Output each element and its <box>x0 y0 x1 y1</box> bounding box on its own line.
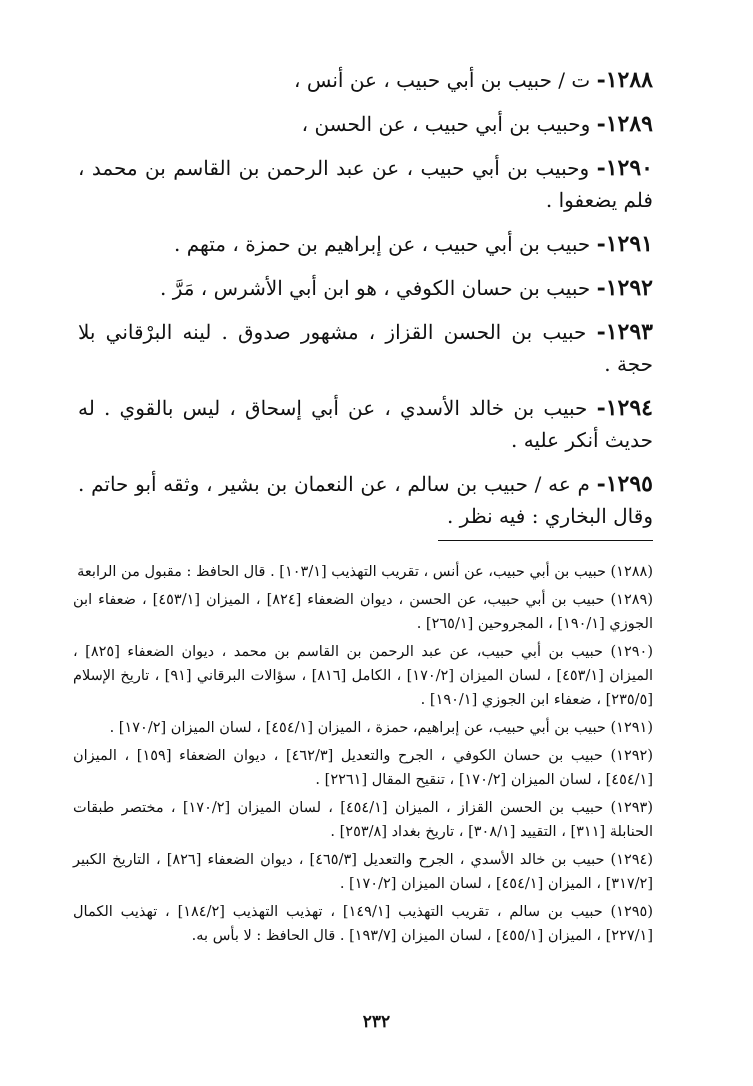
entry-1289 <box>78 108 653 140</box>
footnotes <box>73 560 653 952</box>
entry-text: حبيب بن خالد الأسدي ، عن أبي إسحاق ، ليس بالقوي . له حديث أنكر عليه . <box>78 396 653 452</box>
entry-1292 <box>78 272 653 304</box>
entry-1290 <box>78 152 653 216</box>
footnote-divider <box>438 540 653 541</box>
entry-text: م عه / حبيب بن سالم ، عن النعمان بن بشير ، وثقه أبو حاتم . وقال البخاري : فيه نظر . <box>78 472 653 528</box>
entry-number: ١٢٩٠- <box>596 155 653 181</box>
entry-1294 <box>78 392 653 456</box>
entry-number: ١٢٩٤- <box>596 395 653 421</box>
entry-text: حبيب بن أبي حبيب ، عن إبراهيم بن حمزة ، متهم . <box>174 232 597 256</box>
entry-1295 <box>78 468 653 532</box>
entry-text: ت / حبيب بن أبي حبيب ، عن أنس ، <box>294 68 597 92</box>
entry-number: ١٢٩٥- <box>596 471 653 497</box>
entry-1293 <box>78 316 653 380</box>
footnote-1295: (١٢٩٥) حبيب بن سالم ، تقريب التهذيب [١٤٩/١] ، تهذيب التهذيب [١٨٤/٢] ، تهذيب الكمال [٢٢٧/١] ، الميزان [٤٥٥/١] ، لسان الميزان [١٩٣/٧] . قال الحافظ : لا بأس به. <box>73 904 653 944</box>
entry-1291 <box>78 228 653 260</box>
footnote-1293: (١٢٩٣) حبيب بن الحسن القزاز ، الميزان [٤٥٤/١] ، لسان الميزان [١٧٠/٢] ، مختصر طبقات الحنابلة [٣١١] ، التقييد [٣٠٨/١] ، تاريخ بغداد [٢٥٣/٨] . <box>73 800 654 840</box>
footnote-1292: (١٢٩٢) حبيب بن حسان الكوفي ، الجرح والتعديل [٤٦٢/٣] ، ديوان الضعفاء [١٥٩] ، الميزان [٤٥٤/١] ، لسان الميزان [١٧٠/٢] ، تنقيح المقال [٢٢٦١] . <box>73 748 653 788</box>
entry-text: حبيب بن حسان الكوفي ، هو ابن أبي الأشرس ، مَرَّ . <box>159 276 597 300</box>
footnote-1288: (١٢٨٨) حبيب بن أبي حبيب، عن أنس ، تقريب التهذيب [١٠٣/١] . قال الحافظ : مقبول من الرابعة <box>77 564 653 580</box>
entry-1288 <box>78 64 653 96</box>
entry-number: ١٢٩٣- <box>596 319 653 345</box>
entry-text: وحبيب بن أبي حبيب ، عن الحسن ، <box>301 112 597 136</box>
footnote-1290: (١٢٩٠) حبيب بن أبي حبيب، عن عبد الرحمن بن القاسم بن محمد ، ديوان الضعفاء [٨٢٥] ، الميزان [٤٥٣/١] ، لسان الميزان [١٧٠/٢] ، الكامل [٨١٦] ، سؤالات البرقاني [٩١] ، تاريخ الإسلام [٢٣٥/٥] ، ضعفاء ابن الجوزي [١٩٠/١] . <box>73 644 654 708</box>
page-number: ٢٣٢ <box>362 1012 391 1032</box>
entry-number: ١٢٨٨- <box>596 67 653 93</box>
entry-text: وحبيب بن أبي حبيب ، عن عبد الرحمن بن القاسم بن محمد ، فلم يضعفوا . <box>78 156 653 212</box>
entry-number: ١٢٨٩- <box>596 111 653 137</box>
entry-text: حبيب بن الحسن القزاز ، مشهور صدوق . لينه البرْقاني بلا حجة . <box>78 320 653 376</box>
footnote-1291: (١٢٩١) حبيب بن أبي حبيب، عن إبراهيم، حمزة ، الميزان [٤٥٤/١] ، لسان الميزان [١٧٠/٢] . <box>109 720 653 736</box>
footnote-1289: (١٢٨٩) حبيب بن أبي حبيب، عن الحسن ، ديوان الضعفاء [٨٢٤] ، الميزان [٤٥٣/١] ، ضعفاء ابن الجوزي [١٩٠/١] ، المجروحين [٢٦٥/١] . <box>73 592 653 632</box>
entry-number: ١٢٩٢- <box>596 275 653 301</box>
main-entries <box>78 64 653 544</box>
footnote-1294: (١٢٩٤) حبيب بن خالد الأسدي ، الجرح والتعديل [٤٦٥/٣] ، ديوان الضعفاء [٨٢٦] ، التاريخ الكبير [٣١٧/٢] ، الميزان [٤٥٤/١] ، لسان الميزان [١٧٠/٢] . <box>73 852 654 892</box>
entry-number: ١٢٩١- <box>596 231 653 257</box>
